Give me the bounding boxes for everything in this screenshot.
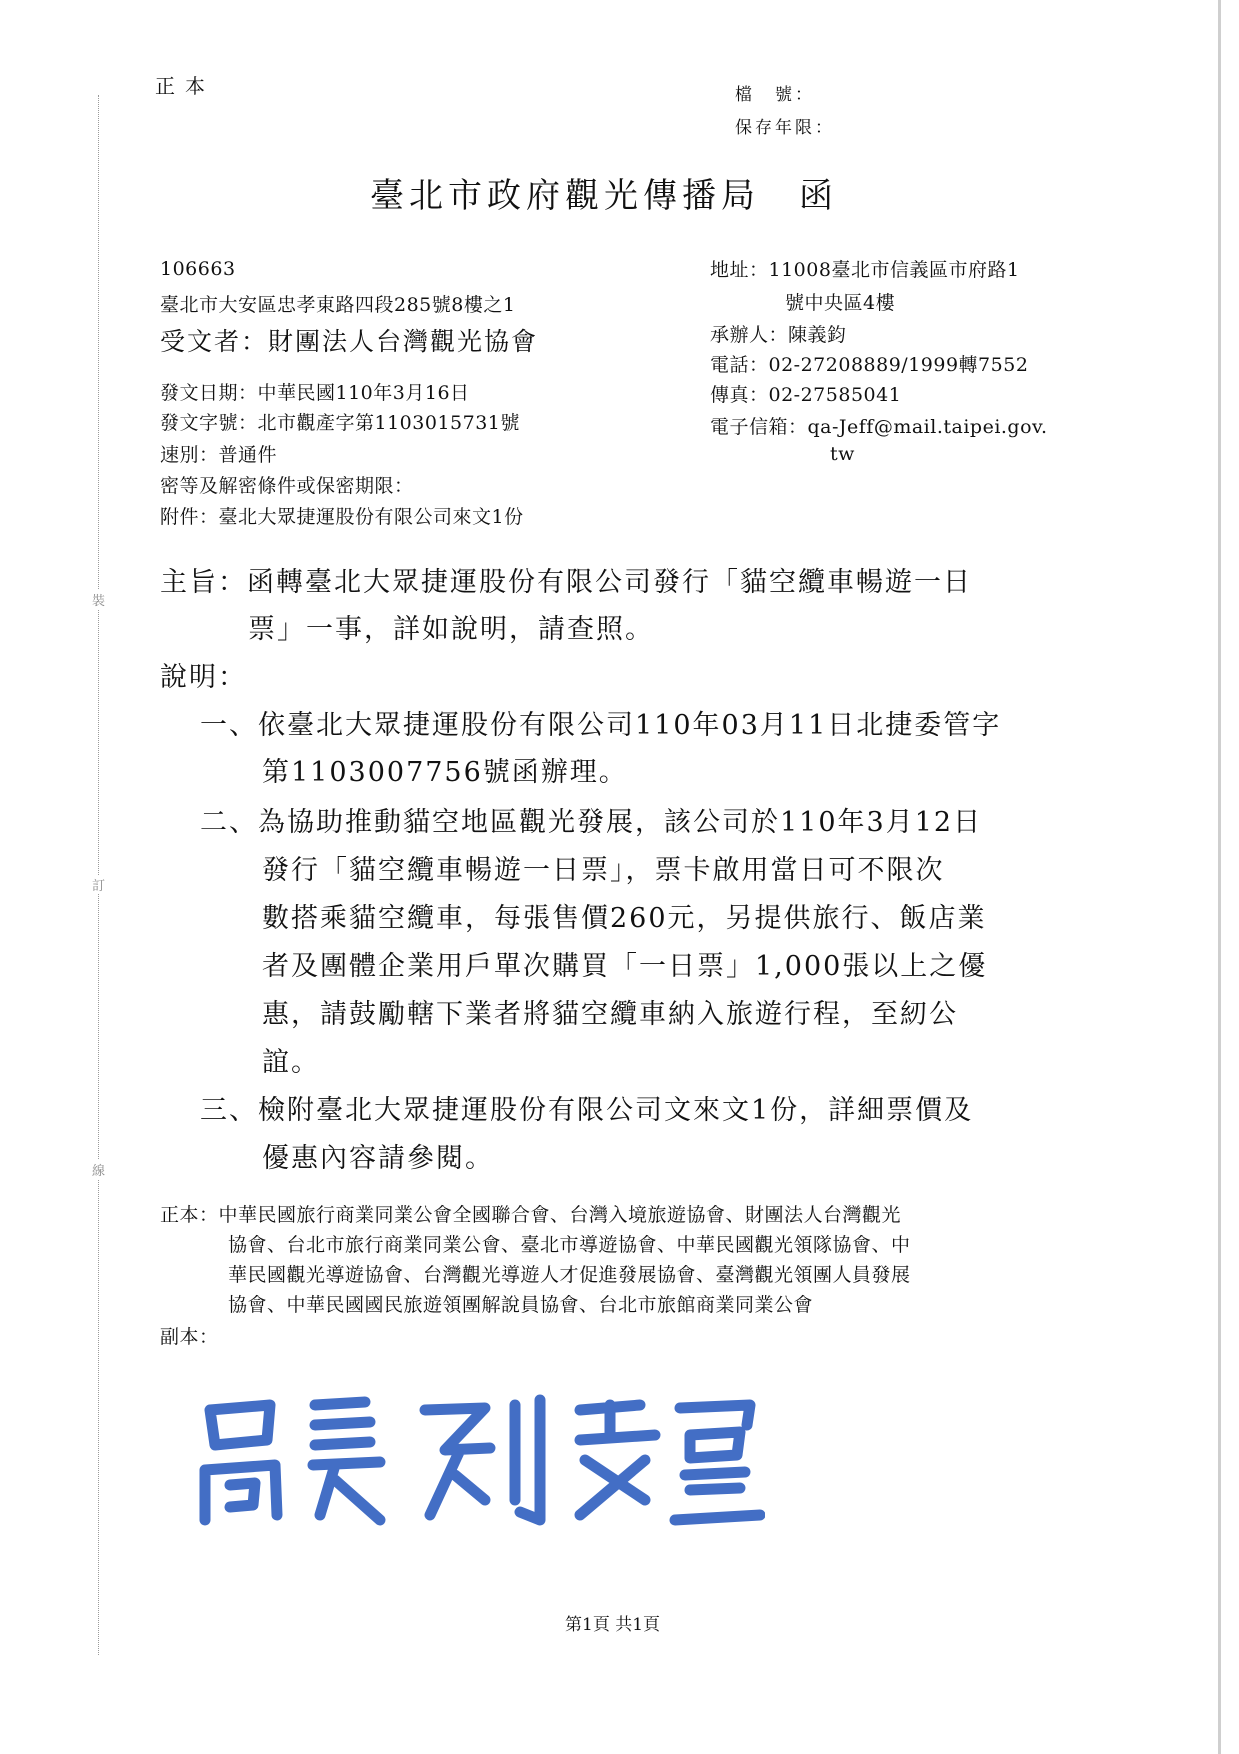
explanation-item-1: 一、依臺北大眾捷運股份有限公司110年03月11日北捷委管字	[200, 710, 1002, 741]
document-title: 臺北市政府觀光傳播局 函	[370, 176, 838, 216]
email-address: 電子信箱：qa-Jeff@mail.taipei.gov.	[710, 416, 1048, 438]
file-number-label: 檔 號：	[735, 85, 815, 105]
retention-period-label: 保存年限：	[735, 118, 835, 138]
original-recipients-cont: 協會、中華民國國民旅遊領團解說員協會、台北市旅館商業同業公會	[228, 1294, 814, 1316]
recipient-name: 受文者：財團法人台灣觀光協會	[160, 327, 539, 356]
explanation-heading: 說明：	[160, 662, 247, 693]
fax-number: 傳真：02-27585041	[710, 384, 902, 406]
attachment: 附件：臺北大眾捷運股份有限公司來文1份	[160, 506, 524, 528]
carbon-copy-label: 副本：	[160, 1326, 219, 1348]
original-recipients-cont: 華民國觀光導遊協會、台灣觀光導遊人才促進發展協會、臺灣觀光領團人員發展	[228, 1264, 911, 1286]
explanation-item-2-cont: 惠，請鼓勵轄下業者將貓空纜車納入旅遊行程，至紉公	[262, 999, 958, 1030]
explanation-item-2: 二、為協助推動貓空地區觀光發展，該公司於110年3月12日	[200, 807, 983, 838]
binding-mark: 訂	[92, 875, 105, 894]
copy-type-label: 正本	[155, 74, 215, 98]
delivery-speed: 速別：普通件	[160, 444, 278, 466]
explanation-item-2-cont: 數搭乘貓空纜車，每張售價260元，另提供旅行、飯店業	[262, 903, 987, 934]
sender-address-cont: 號中央區4樓	[785, 292, 896, 314]
explanation-item-3: 三、檢附臺北大眾捷運股份有限公司文來文1份，詳細票價及	[200, 1095, 974, 1126]
phone-number: 電話：02-27208889/1999轉7552	[710, 354, 1029, 376]
original-recipients: 正本：中華民國旅行商業同業公會全國聯合會、台灣入境旅遊協會、財團法人台灣觀光	[160, 1204, 902, 1226]
subject-line: 主旨：函轉臺北大眾捷運股份有限公司發行「貓空纜車暢遊一日	[160, 567, 972, 598]
director-signature-stamp	[185, 1380, 765, 1540]
sender-address: 地址：11008臺北市信義區市府路1	[710, 259, 1020, 281]
binding-mark: 裝	[92, 590, 105, 609]
recipient-postal-code: 106663	[160, 258, 236, 280]
recipient-address: 臺北市大安區忠孝東路四段285號8樓之1	[160, 294, 516, 316]
secrecy-level: 密等及解密條件或保密期限：	[160, 475, 414, 497]
explanation-item-2-cont: 發行「貓空纜車暢遊一日票」，票卡啟用當日可不限次	[262, 855, 945, 886]
explanation-item-2-cont: 誼。	[262, 1047, 320, 1078]
handler-name: 承辦人：陳義鈞	[710, 324, 847, 346]
email-address-cont: tw	[830, 443, 855, 465]
document-number: 發文字號：北市觀產字第1103015731號	[160, 412, 520, 434]
page-footer: 第1頁 共1頁	[565, 1615, 661, 1635]
explanation-item-1-cont: 第1103007756號函辦理。	[262, 757, 628, 788]
subject-line-cont: 票」一事，詳如說明，請查照。	[248, 614, 654, 645]
issue-date: 發文日期：中華民國110年3月16日	[160, 382, 470, 404]
original-recipients-cont: 協會、台北市旅行商業同業公會、臺北市導遊協會、中華民國觀光領隊協會、中	[228, 1234, 911, 1256]
explanation-item-3-cont: 優惠內容請參閱。	[262, 1143, 494, 1174]
page-edge	[1218, 0, 1221, 1754]
explanation-item-2-cont: 者及團體企業用戶單次購買「一日票」1,000張以上之優	[262, 951, 988, 982]
binding-mark: 線	[92, 1160, 105, 1179]
